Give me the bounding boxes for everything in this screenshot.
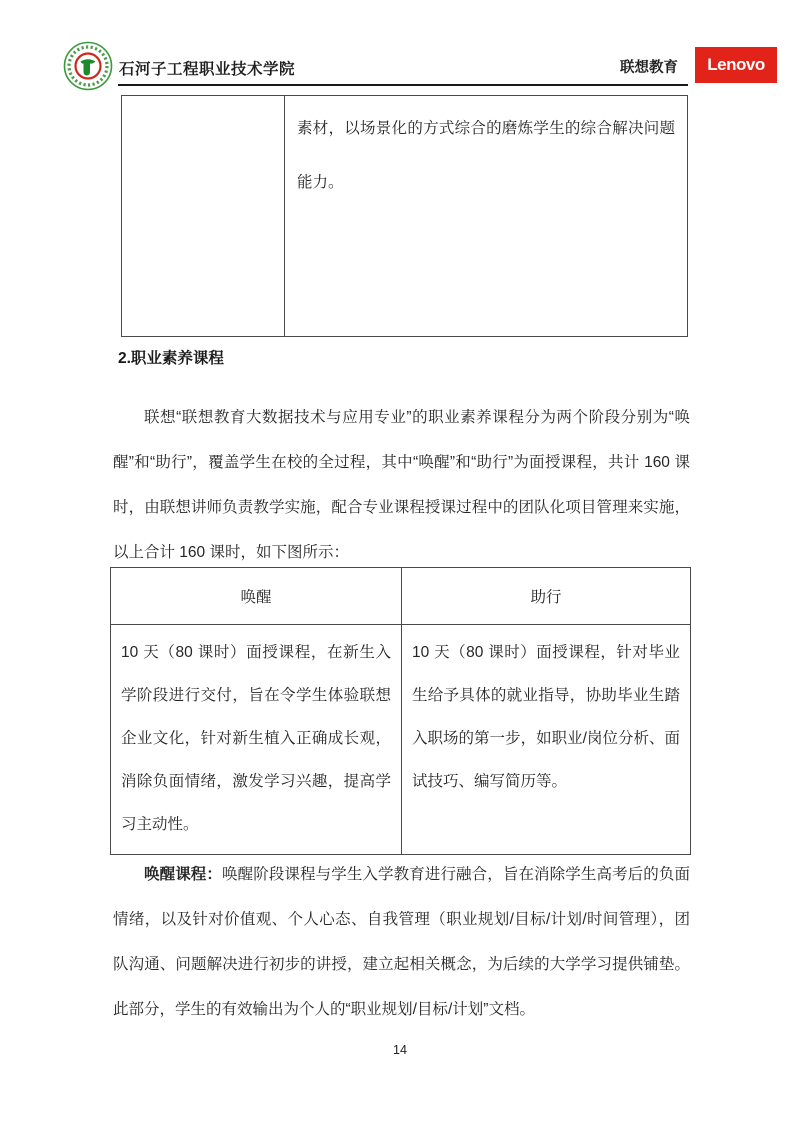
stages-table-body-row — [111, 625, 690, 854]
lenovo-logo — [695, 47, 777, 83]
table-continued — [121, 95, 688, 337]
stages-table-header-row — [111, 568, 690, 625]
stages-table — [110, 567, 691, 855]
lenovo-education-label: 联想教育 — [620, 60, 678, 76]
paragraph-awaken-course — [113, 852, 690, 1032]
table-continued-right-cell: 素材，以场景化的方式综合的磨炼学生的综合解决问题能力。 — [297, 120, 675, 191]
paragraph-awaken-course-body: 唤醒阶段课程与学生入学教育进行融合，旨在消除学生高考后的负面情绪，以及针对价值观、个人心态、自我管理（职业规划/目标/计划/时间管理），团队沟通、问题解决进行初步的讲授，建立起相关概念，为后续的大学学习提供铺垫。此部分，学生的有效输出为个人的“职业规划/目标/计划”文档。 — [113, 866, 690, 1018]
table-continued-left-cell — [122, 96, 285, 336]
header-rule — [118, 84, 688, 86]
stages-table-header-assist: 助行 — [530, 589, 562, 606]
section-heading: 2.职业素养课程 — [118, 350, 224, 367]
paragraph-intro: 联想“联想教育大数据技术与应用专业”的职业素养课程分为两个阶段分别为“唤醒”和“助行”，覆盖学生在校的全过程，其中“唤醒”和“助行”为面授课程，共计 160 课时，由联想讲师负责教学实施，配合专业课程授课过程中的团队化项目管理来实施，以上合计 160 课时，如下图所示： — [113, 409, 690, 561]
school-seal-icon — [63, 41, 113, 91]
stages-table-cell-assist: 10 天（80 课时）面授课程，针对毕业生给予具体的就业指导，协助毕业生踏入职场的第一步，如职业/岗位分析、面试技巧、编写简历等。 — [412, 644, 680, 790]
page-number: 14 — [393, 1043, 407, 1057]
lenovo-wordmark: Lenovo — [707, 55, 765, 74]
stages-table-cell-awaken: 10 天（80 课时）面授课程，在新生入学阶段进行交付，旨在令学生体验联想企业文化，针对新生植入正确成长观，消除负面情绪，激发学习兴趣，提高学习主动性。 — [111, 625, 402, 854]
paragraph-awaken-course-lead: 唤醒课程： — [144, 866, 223, 883]
stages-table-header-awaken: 唤醒 — [111, 568, 402, 624]
school-name: 石河子工程职业技术学院 — [119, 61, 296, 78]
page-header — [0, 0, 800, 100]
